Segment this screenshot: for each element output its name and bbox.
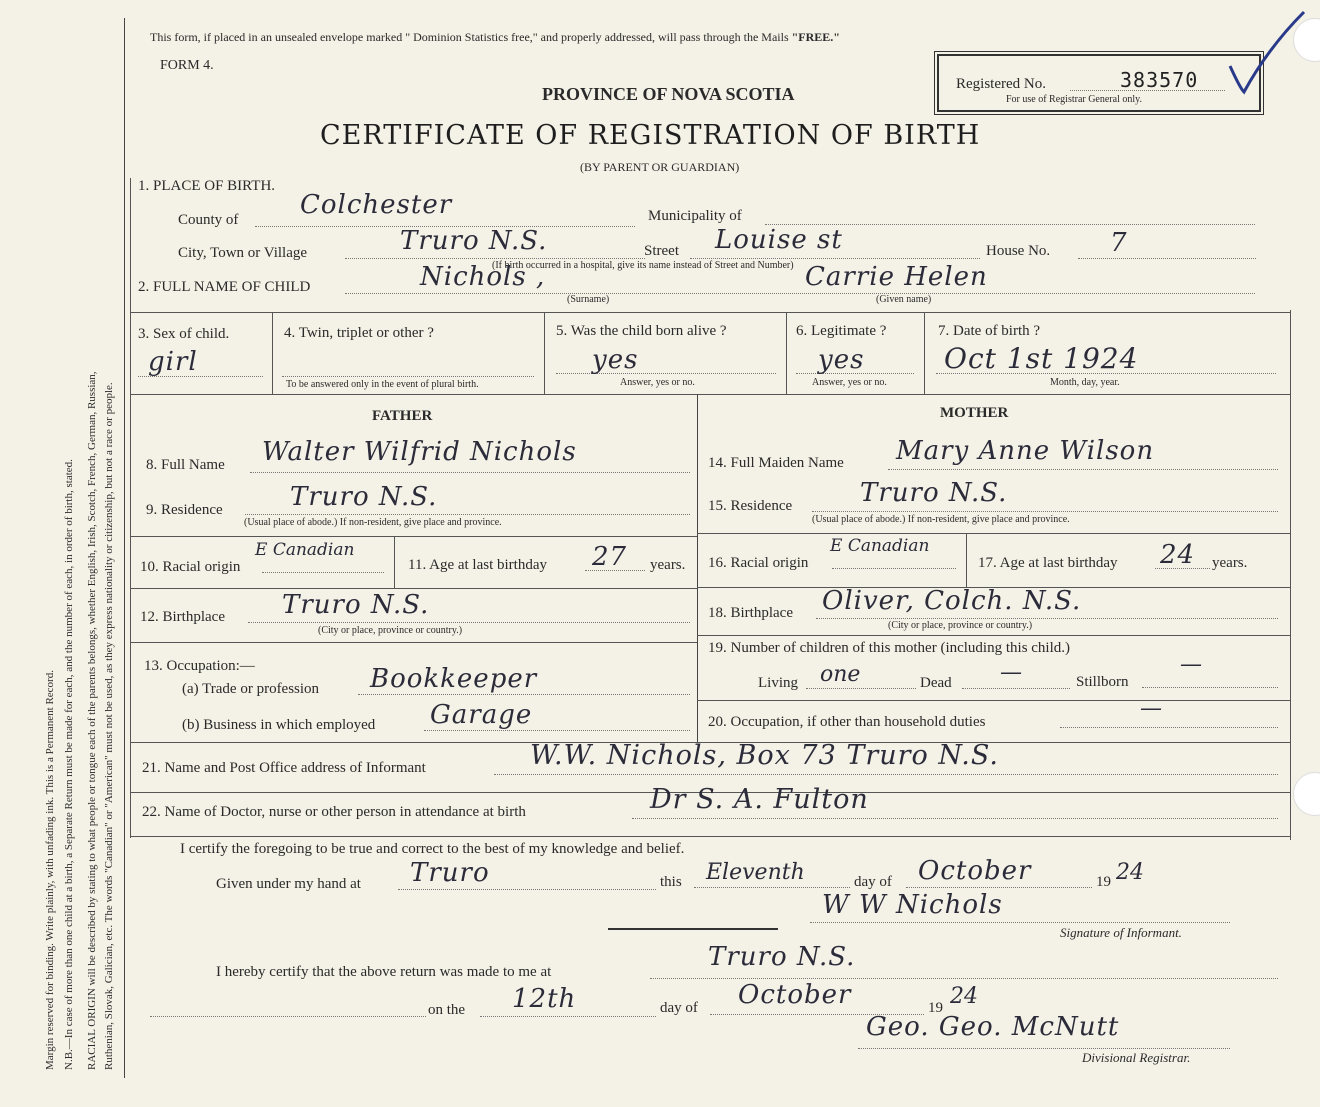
twin-note: To be answered only in the event of plural birth. xyxy=(286,379,479,390)
mother-occupation-line xyxy=(1060,727,1278,728)
stillborn-line xyxy=(1142,687,1278,688)
father-racial-value: E Canadian xyxy=(255,540,355,560)
registrar-month-value: October xyxy=(738,980,852,1010)
col-divider-5 xyxy=(786,312,787,394)
father-business-value: Garage xyxy=(430,700,533,730)
dead-label: Dead xyxy=(920,675,952,691)
child-surname-value: Nichols , xyxy=(420,262,546,292)
cert-day-value: Eleventh xyxy=(706,860,805,885)
father-racial-line xyxy=(262,572,384,573)
cert-day-line xyxy=(694,887,850,888)
city-label: City, Town or Village xyxy=(178,245,308,261)
separator-rule xyxy=(608,928,778,930)
registrar-year-value: 24 xyxy=(950,984,978,1009)
check-mark-icon xyxy=(1228,8,1308,98)
mother-residence-note: (Usual place of abode.) If non-resident, give place and province. xyxy=(812,514,1070,525)
registrar-signature-line xyxy=(858,1048,1230,1049)
dob-note: Month, day, year. xyxy=(1050,377,1120,388)
parents-divider xyxy=(697,394,698,742)
mother-residence-line xyxy=(812,511,1278,512)
informant-label: 21. Name and Post Office address of Informant xyxy=(142,760,426,776)
certification-statement: I certify the foregoing to be true and correct to the best of my knowledge and belief. xyxy=(180,841,685,857)
child-name-line xyxy=(345,293,1255,294)
street-value: Louise st xyxy=(715,225,843,255)
registrar-place-value: Truro N.S. xyxy=(708,942,856,972)
mother-racial-label: 16. Racial origin xyxy=(708,555,809,571)
registrar-place-line xyxy=(650,978,1278,979)
father-heading: FATHER xyxy=(372,408,433,424)
legitimate-value: yes xyxy=(818,345,865,375)
alive-line xyxy=(556,373,776,374)
father-age-label: 11. Age at last birthday xyxy=(408,557,547,573)
province-heading: PROVINCE OF NOVA SCOTIA xyxy=(542,84,795,104)
county-value: Colchester xyxy=(300,190,453,220)
mother-years: years. xyxy=(1212,555,1248,571)
dead-value: — xyxy=(1000,660,1022,685)
father-rule-2 xyxy=(130,588,697,589)
father-birthplace-value: Truro N.S. xyxy=(282,590,430,620)
mother-birthplace-line xyxy=(816,618,1278,619)
county-label: County of xyxy=(178,212,239,228)
house-line xyxy=(1078,258,1256,259)
mother-age-label: 17. Age at last birthday xyxy=(978,555,1118,571)
mail-notice xyxy=(150,30,840,45)
given-caption: (Given name) xyxy=(876,294,932,305)
child-given-value: Carrie Helen xyxy=(805,262,988,292)
certificate-subtitle: (BY PARENT OR GUARDIAN) xyxy=(580,160,740,174)
father-name-label: 8. Full Name xyxy=(146,457,225,473)
father-trade-value: Bookkeeper xyxy=(370,664,538,694)
father-name-value: Walter Wilfrid Nichols xyxy=(262,437,577,467)
col-divider-3 xyxy=(272,312,273,394)
dob-value: Oct 1st 1924 xyxy=(944,342,1139,375)
mother-residence-label: 15. Residence xyxy=(708,498,793,514)
alive-label: 5. Was the child born alive ? xyxy=(556,323,727,339)
mother-occupation-value: — xyxy=(1140,696,1162,721)
child-name-label: 2. FULL NAME OF CHILD xyxy=(138,279,311,295)
mother-residence-value: Truro N.S. xyxy=(860,478,1008,508)
stillborn-value: — xyxy=(1180,652,1202,677)
doctor-label: 22. Name of Doctor, nurse or other person in attendance at birth xyxy=(142,804,526,820)
father-racial-label: 10. Racial origin xyxy=(140,559,241,575)
living-line xyxy=(806,688,916,689)
informant-line xyxy=(494,774,1278,775)
form-left-rule xyxy=(130,178,131,838)
stillborn-label: Stillborn xyxy=(1076,674,1129,690)
father-name-line xyxy=(250,472,690,473)
place-of-birth-heading: 1. PLACE OF BIRTH. xyxy=(138,178,276,194)
cert-year-prefix: 19 xyxy=(1096,874,1111,890)
certificate-title: CERTIFICATE OF REGISTRATION OF BIRTH xyxy=(320,120,981,151)
surname-caption: (Surname) xyxy=(567,294,610,305)
this-label: this xyxy=(660,874,682,890)
father-trade-label: (a) Trade or profession xyxy=(182,681,320,697)
rule-before-row3 xyxy=(130,312,1290,313)
mother-occupation-label: 20. Occupation, if other than household duties xyxy=(708,714,986,730)
doctor-value: Dr S. A. Fulton xyxy=(650,784,869,815)
margin-rule xyxy=(124,18,125,1078)
dob-label: 7. Date of birth ? xyxy=(938,323,1041,339)
legitimate-note: Answer, yes or no. xyxy=(812,377,887,388)
living-value: one xyxy=(820,662,861,687)
registrar-day-value: 12th xyxy=(512,984,577,1014)
alive-value: yes xyxy=(592,345,639,375)
mother-rule-4 xyxy=(697,700,1290,701)
registered-line xyxy=(1070,90,1225,91)
given-label: Given under my hand at xyxy=(216,876,361,892)
father-residence-label: 9. Residence xyxy=(146,502,223,518)
municipality-label: Municipality of xyxy=(648,208,742,224)
mother-birthplace-label: 18. Birthplace xyxy=(708,605,793,621)
informant-signature-caption: Signature of Informant. xyxy=(1060,925,1182,940)
registrar-year-prefix: 19 xyxy=(928,1000,943,1016)
alive-note: Answer, yes or no. xyxy=(620,377,695,388)
given-place-line xyxy=(398,889,656,890)
col-divider-4 xyxy=(544,312,545,394)
mother-rule-1 xyxy=(697,533,1290,534)
margin-note-multiple-births: N.B.—In case of more than one child at a birth, a Separate Return must be made for each, and the number of each, in order of birth, stated. xyxy=(63,459,75,1070)
father-years: years. xyxy=(650,557,686,573)
rule-before-parents xyxy=(130,394,1290,395)
registrar-statement: I hereby certify that the above return was made to me at xyxy=(216,964,552,980)
father-business-label: (b) Business in which employed xyxy=(182,717,376,733)
mother-col-divider xyxy=(966,533,967,587)
registered-number: 383570 xyxy=(1120,68,1199,92)
twin-label: 4. Twin, triplet or other ? xyxy=(284,325,434,341)
registrar-note: For use of Registrar General only. xyxy=(1006,94,1142,105)
dead-line xyxy=(962,688,1070,689)
informant-signature-line xyxy=(810,922,1230,923)
cert-day-of-label: day of xyxy=(854,874,892,890)
mother-children-label: 19. Number of children of this mother (including this child.) xyxy=(708,640,1071,656)
mother-heading: MOTHER xyxy=(940,405,1009,421)
rule-before-certification xyxy=(130,836,1290,837)
form-number: FORM 4. xyxy=(160,58,214,73)
margin-note-racial-origin-1: RACIAL ORIGIN will be described by stating to what people or tongue each of the parents belongs, whether English, Irish, Scotch, French, German, Russian, xyxy=(86,371,98,1070)
mother-rule-3 xyxy=(697,635,1290,636)
form-right-rule xyxy=(1290,310,1291,840)
cert-year-value: 24 xyxy=(1116,860,1144,885)
father-age-value: 27 xyxy=(592,542,628,572)
sex-label: 3. Sex of child. xyxy=(138,326,230,342)
given-place-value: Truro xyxy=(410,858,490,888)
father-birthplace-line xyxy=(248,622,690,623)
father-rule-3 xyxy=(130,642,697,643)
father-trade-line xyxy=(358,694,690,695)
informant-signature: W W Nichols xyxy=(822,890,1003,920)
living-label: Living xyxy=(758,675,798,691)
street-label: Street xyxy=(644,243,679,259)
punch-hole-bottom xyxy=(1293,772,1320,816)
col-divider-6 xyxy=(924,312,925,394)
mail-notice-free: "FREE." xyxy=(791,30,840,44)
father-residence-value: Truro N.S. xyxy=(290,482,438,512)
registrar-prefix-line xyxy=(150,1016,426,1017)
city-value: Truro N.S. xyxy=(400,226,548,256)
twin-line xyxy=(282,376,534,377)
house-value: 7 xyxy=(1110,228,1128,258)
mother-name-line xyxy=(888,469,1278,470)
mother-age-value: 24 xyxy=(1160,540,1196,570)
father-business-line xyxy=(424,730,690,731)
father-occupation-label: 13. Occupation:— xyxy=(144,658,255,674)
margin-note-binding: Margin reserved for binding. Write plainly, with unfading ink. This is a Permanent Record. xyxy=(44,670,56,1070)
registered-label: Registered No. xyxy=(956,76,1046,92)
mother-racial-value: E Canadian xyxy=(830,536,930,556)
mother-name-label: 14. Full Maiden Name xyxy=(708,455,844,471)
cert-month-line xyxy=(906,887,1092,888)
registrar-caption: Divisional Registrar. xyxy=(1082,1050,1191,1065)
doctor-line xyxy=(632,818,1278,819)
mother-name-value: Mary Anne Wilson xyxy=(896,436,1155,466)
legitimate-label: 6. Legitimate ? xyxy=(796,323,887,339)
mail-notice-text: This form, if placed in an unsealed envelope marked " Dominion Statistics free," and properly addressed, will pass through the Mails xyxy=(150,30,792,44)
informant-value: W.W. Nichols, Box 73 Truro N.S. xyxy=(530,740,999,771)
father-col-divider xyxy=(394,536,395,588)
cert-month-value: October xyxy=(918,856,1032,886)
hospital-note: (If birth occurred in a hospital, give its name instead of Street and Number) xyxy=(492,260,794,271)
registrar-signature: Geo. Geo. McNutt xyxy=(866,1012,1120,1042)
father-birthplace-label: 12. Birthplace xyxy=(140,609,225,625)
mother-racial-line xyxy=(832,568,956,569)
street-line xyxy=(690,258,980,259)
margin-note-racial-origin-2: Ruthenian, Slovak, Galician, etc. The words "Canadian" or "American" must not be used, as they express nationality or citizenship, but not a race or people. xyxy=(103,382,115,1070)
registrar-on-the-label: on the xyxy=(428,1002,466,1018)
registrar-day-line xyxy=(480,1016,656,1017)
house-label: House No. xyxy=(986,243,1051,259)
father-residence-note: (Usual place of abode.) If non-resident, give place and province. xyxy=(244,517,502,528)
mother-birthplace-value: Oliver, Colch. N.S. xyxy=(822,586,1082,616)
mother-birthplace-note: (City or place, province or country.) xyxy=(888,620,1033,631)
city-line xyxy=(345,258,645,259)
father-residence-line xyxy=(245,514,690,515)
father-rule-1 xyxy=(130,536,697,537)
father-birthplace-note: (City or place, province or country.) xyxy=(318,625,463,636)
registrar-day-of-label: day of xyxy=(660,1000,698,1016)
sex-value: girl xyxy=(148,347,198,377)
